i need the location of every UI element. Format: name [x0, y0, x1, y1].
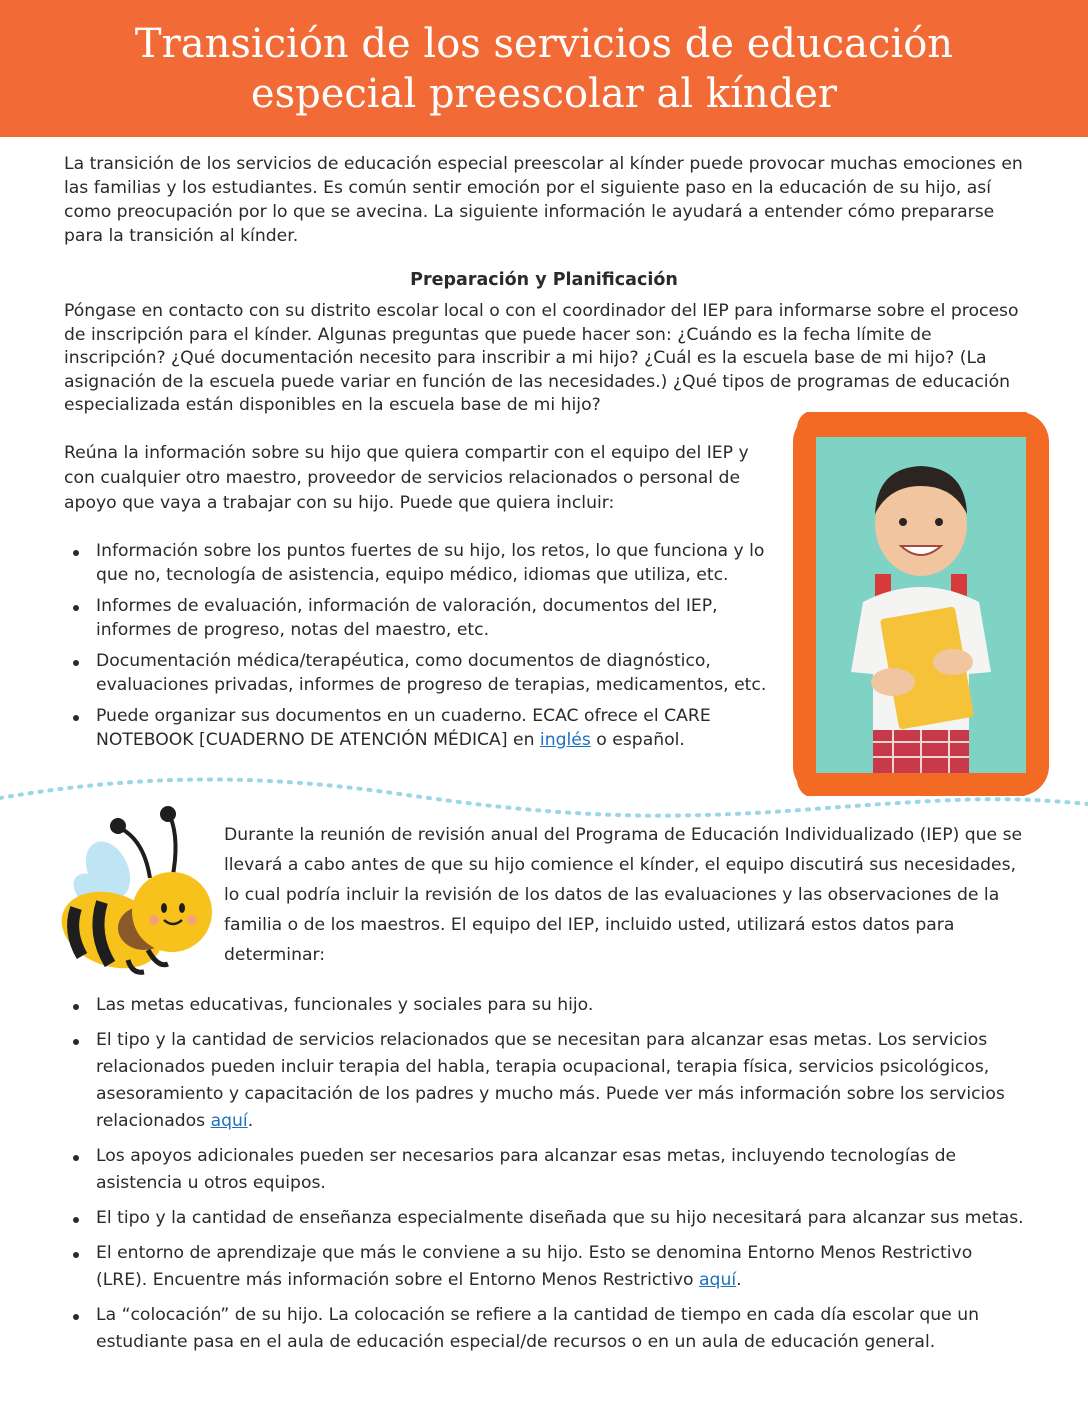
child-photo — [793, 412, 1049, 796]
iep-determinations-list — [64, 992, 1024, 1364]
list-item: Las metas educativas, funcionales y sociales para su hijo. — [64, 992, 1024, 1019]
list-item-text: . — [247, 1111, 254, 1131]
list-item — [64, 705, 794, 752]
lre-link[interactable]: aquí — [699, 1270, 737, 1290]
related-services-link[interactable]: aquí — [210, 1111, 248, 1131]
page-title-line-1: Transición de los servicios de educación — [134, 20, 954, 67]
list-item: Documentación médica/terapéutica, como documentos de diagnóstico, evaluaciones privadas, informes de progreso de terapias, medicamentos, etc. — [64, 650, 794, 697]
iep-meeting-paragraph: Durante la reunión de revisión anual del Programa de Educación Individualizado (IEP) que se llevará a cabo antes de que su hijo comience el kínder, el equipo discutirá sus necesidades, lo cual podría incluir la revisión de los datos de las evaluaciones y las observaciones de la familia o de los maestros. El equipo del IEP, incluido usted, utilizará estos datos para determinar: — [224, 825, 1023, 965]
list-item: La “colocación” de su hijo. La colocación se refiere a la cantidad de tiempo en cada día escolar que un estudiante pasa en el aula de educación especial/de recursos o en un aula de educación general. — [64, 1302, 1024, 1356]
list-item: Los apoyos adicionales pueden ser necesarios para alcanzar esas metas, incluyendo tecnologías de asistencia u otros equipos. — [64, 1143, 1024, 1197]
bee-icon — [48, 800, 218, 980]
documents-list — [64, 540, 794, 760]
list-item: El tipo y la cantidad de enseñanza especialmente diseñada que su hijo necesitará para alcanzar sus metas. — [64, 1205, 1024, 1232]
child-photo-frame — [793, 412, 1049, 796]
list-item — [64, 1240, 1024, 1294]
list-item-text: Puede organizar sus documentos en un cuaderno. ECAC ofrece el CARE NOTEBOOK [CUADERNO DE ATENCIÓN MÉDICA] en — [96, 706, 711, 750]
page-title-line-2: especial preescolar al kínder — [250, 70, 838, 117]
list-item: Información sobre los puntos fuertes de su hijo, los retos, lo que funciona y lo que no, tecnología de asistencia, equipo médico, idiomas que utiliza, etc. — [64, 540, 794, 587]
intro-paragraph: La transición de los servicios de educación especial preescolar al kínder puede provocar muchas emociones en las familias y los estudiantes. Es común sentir emoción por el siguiente paso en la educación de su hijo, así como preocupación por lo que se avecina. La siguiente información le ayudará a entender cómo prepararse para la transición al kínder. — [64, 154, 1023, 246]
page-header — [0, 0, 1088, 137]
list-item — [64, 1027, 1024, 1135]
ingles-link[interactable]: inglés — [539, 729, 591, 750]
list-item-text: El entorno de aprendizaje que más le conviene a su hijo. Esto se denomina Entorno Menos Restrictivo (LRE). Encuentre más información sobre el Entorno Menos Restrictivo — [96, 1243, 973, 1290]
list-item-text: o español. — [590, 729, 685, 750]
gather-info-paragraph: Reúna la información sobre su hijo que quiera compartir con el equipo del IEP y con cualquier otro maestro, proveedor de servicios relacionados o personal de apoyo que vaya a trabajar con su hijo. Puede que quiera incluir: — [64, 443, 749, 513]
contact-paragraph: Póngase en contacto con su distrito escolar local o con el coordinador del IEP para informarse sobre el proceso de inscripción para el kínder. Algunas preguntas que puede hacer son: ¿Cuándo es la fecha límite de inscripción? ¿Qué documentación necesito para inscribir a mi hijo? ¿Cuál es la escuela base de mi hijo? (La asignación de la escuela puede variar en función de las necesidades.) ¿Qué tipos de programas de educación especializada están disponibles en la escuela base de mi hijo? — [64, 301, 1019, 415]
list-item: Informes de evaluación, información de valoración, documentos del IEP, informes de progreso, notas del maestro, etc. — [64, 595, 794, 642]
list-item-text: . — [736, 1270, 742, 1290]
section-title: Preparación y Planificación — [410, 270, 678, 290]
list-item-text: El tipo y la cantidad de servicios relacionados que se necesitan para alcanzar esas metas. Los servicios relacionados pueden incluir terapia del habla, terapia ocupacional, terapia física, servicios psicológicos, asesoramiento y capacitación de los padres y mucho más. Puede ver más información sobre los servicios relacionados — [96, 1030, 1005, 1131]
